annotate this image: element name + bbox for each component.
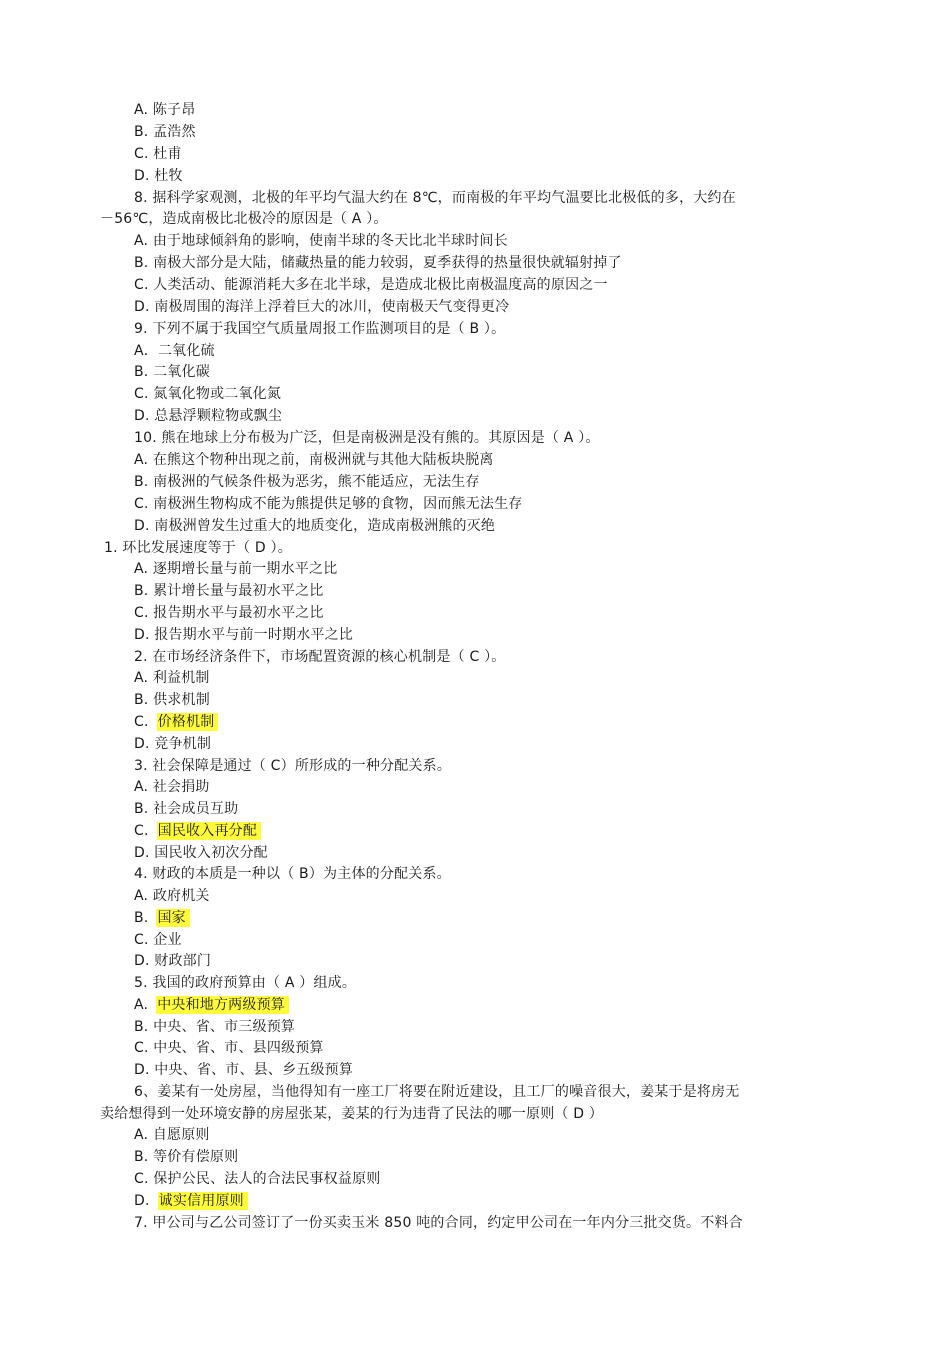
text-line: [134, 648, 505, 666]
text-line: [134, 1039, 324, 1057]
line-text: －56℃，造成南极比北极冷的原因是（ A ）。: [100, 211, 388, 227]
text-line: [134, 189, 736, 207]
highlighted-answer: 国家: [156, 909, 189, 927]
line-text: B. 中央、省、市三级预算: [134, 1019, 296, 1035]
text-line: [134, 1170, 380, 1188]
line-text: D. 财政部门: [134, 953, 212, 969]
text-line: [134, 996, 289, 1014]
line-text: D.: [134, 1193, 150, 1209]
text-line: [134, 974, 356, 992]
line-text: 2. 在市场经济条件下，市场配置资源的核心机制是（ C ）。: [134, 649, 506, 665]
line-text: B. 南极洲的气候条件极为恶劣，熊不能适应，无法生存: [134, 474, 480, 490]
line-text: 9. 下列不属于我国空气质量周报工作监测项目的是（ B ）。: [134, 321, 506, 337]
text-line: [134, 495, 522, 513]
line-text: 5. 我国的政府预算由（ A ）组成。: [134, 975, 357, 991]
text-line: [134, 385, 281, 403]
line-text: D. 南极洲曾发生过重大的地质变化，造成南极洲熊的灭绝: [134, 518, 496, 534]
text-line: [134, 473, 480, 491]
text-line: [134, 167, 183, 185]
text-line: [134, 713, 218, 731]
line-text: A. 陈子昂: [134, 102, 196, 118]
text-line: [134, 298, 509, 316]
line-text: B. 社会成员互助: [134, 801, 239, 817]
text-line: [134, 1126, 210, 1144]
line-text: 3. 社会保障是通过（ C）所形成的一种分配关系。: [134, 758, 452, 774]
line-text: C.: [134, 714, 149, 730]
text-line: [134, 560, 337, 578]
line-text: 卖给想得到一处环境安静的房屋张某，姜某的行为违背了民法的哪一原则（ D ）: [100, 1106, 604, 1122]
text-line: [134, 952, 211, 970]
text-line: [134, 1061, 353, 1079]
text-line: [134, 1214, 743, 1232]
line-text: A. 逐期增长量与前一期水平之比: [134, 561, 338, 577]
text-line: [134, 909, 190, 927]
line-text: A. 社会捐助: [134, 779, 210, 795]
text-line: [134, 582, 324, 600]
text-line: [134, 101, 195, 119]
line-text: 1. 环比发展速度等于（ D ）。: [104, 540, 292, 556]
text-line: [134, 1018, 295, 1036]
line-text: A. 由于地球倾斜角的影响，使南半球的冬天比北半球时间长: [134, 233, 508, 249]
line-text: A．二氧化硫: [134, 343, 215, 359]
text-line: [100, 1105, 603, 1123]
line-text: 8. 据科学家观测，北极的年平均气温大约在 8℃，而南极的年平均气温要比北极低的多，大约在: [134, 190, 736, 206]
line-text: B. 孟浩然: [134, 124, 196, 140]
line-text: B.: [134, 910, 149, 926]
text-line: [134, 626, 353, 644]
highlighted-answer: 国民收入再分配: [157, 822, 261, 840]
text-line: [134, 254, 622, 272]
line-text: C. 报告期水平与最初水平之比: [134, 605, 324, 621]
line-text: C.: [134, 823, 149, 839]
line-text: C. 企业: [134, 932, 182, 948]
line-text: C. 人类活动、能源消耗大多在北半球，是造成北极比南极温度高的原因之一: [134, 277, 608, 293]
line-text: B. 等价有偿原则: [134, 1149, 239, 1165]
line-text: D. 竞争机制: [134, 736, 212, 752]
text-line: [104, 539, 292, 557]
text-line: [134, 865, 451, 883]
text-line: [134, 232, 508, 250]
text-line: [134, 429, 600, 447]
highlighted-answer: 中央和地方两级预算: [156, 996, 289, 1014]
text-line: [134, 1083, 740, 1101]
line-text: A. 政府机关: [134, 888, 210, 904]
text-line: [134, 604, 324, 622]
line-text: B. 南极大部分是大陆，储藏热量的能力较弱，夏季获得的热量很快就辐射掉了: [134, 255, 622, 271]
text-line: [134, 320, 505, 338]
text-line: [134, 407, 282, 425]
text-line: [134, 691, 210, 709]
line-text: A. 自愿原则: [134, 1127, 210, 1143]
line-text: C. 杜甫: [134, 146, 182, 162]
line-text: C. 保护公民、法人的合法民事权益原则: [134, 1171, 381, 1187]
text-line: [134, 735, 211, 753]
text-line: [134, 123, 196, 141]
line-text: C. 氮氧化物或二氧化氮: [134, 386, 282, 402]
line-text: B. 二氧化碳: [134, 364, 210, 380]
line-text: A.: [134, 997, 149, 1013]
line-text: D. 国民收入初次分配: [134, 845, 268, 861]
text-line: [134, 931, 182, 949]
line-text: 6、姜某有一处房屋，当他得知有一座工厂将要在附近建设，且工厂的噪音很大，姜某于是将房无: [134, 1084, 740, 1100]
line-text: D. 南极周围的海洋上浮着巨大的冰川，使南极天气变得更冷: [134, 299, 510, 315]
text-line: [134, 778, 210, 796]
text-line: [134, 844, 268, 862]
text-line: [134, 822, 261, 840]
text-line: [134, 276, 608, 294]
text-line: [134, 1192, 248, 1210]
highlighted-answer: 诚实信用原则: [158, 1192, 248, 1210]
text-line: [134, 363, 210, 381]
line-text: D. 报告期水平与前一时期水平之比: [134, 627, 354, 643]
text-line: [134, 517, 495, 535]
line-text: A. 在熊这个物种出现之前，南极洲就与其他大陆板块脱离: [134, 452, 494, 468]
text-line: [134, 800, 238, 818]
line-text: 4. 财政的本质是一种以（ B）为主体的分配关系。: [134, 866, 451, 882]
line-text: D. 总悬浮颗粒物或飘尘: [134, 408, 283, 424]
text-line: [134, 887, 210, 905]
text-line: [134, 451, 494, 469]
text-line: [134, 342, 215, 360]
line-text: A. 利益机制: [134, 670, 210, 686]
text-line: [100, 210, 388, 228]
line-text: 7. 甲公司与乙公司签订了一份买卖玉米 850 吨的合同，约定甲公司在一年内分三批交货。不料合: [134, 1215, 743, 1231]
line-text: C. 南极洲生物构成不能为熊提供足够的食物，因而熊无法生存: [134, 496, 523, 512]
text-line: [134, 145, 182, 163]
text-line: [134, 757, 451, 775]
text-line: [134, 669, 210, 687]
line-text: B. 累计增长量与最初水平之比: [134, 583, 324, 599]
line-text: C. 中央、省、市、县四级预算: [134, 1040, 324, 1056]
line-text: B. 供求机制: [134, 692, 210, 708]
line-text: D. 杜牧: [134, 168, 183, 184]
highlighted-answer: 价格机制: [157, 713, 219, 731]
text-line: [134, 1148, 238, 1166]
line-text: 10. 熊在地球上分布极为广泛，但是南极洲是没有熊的。其原因是（ A ）。: [134, 430, 600, 446]
line-text: D. 中央、省、市、县、乡五级预算: [134, 1062, 354, 1078]
